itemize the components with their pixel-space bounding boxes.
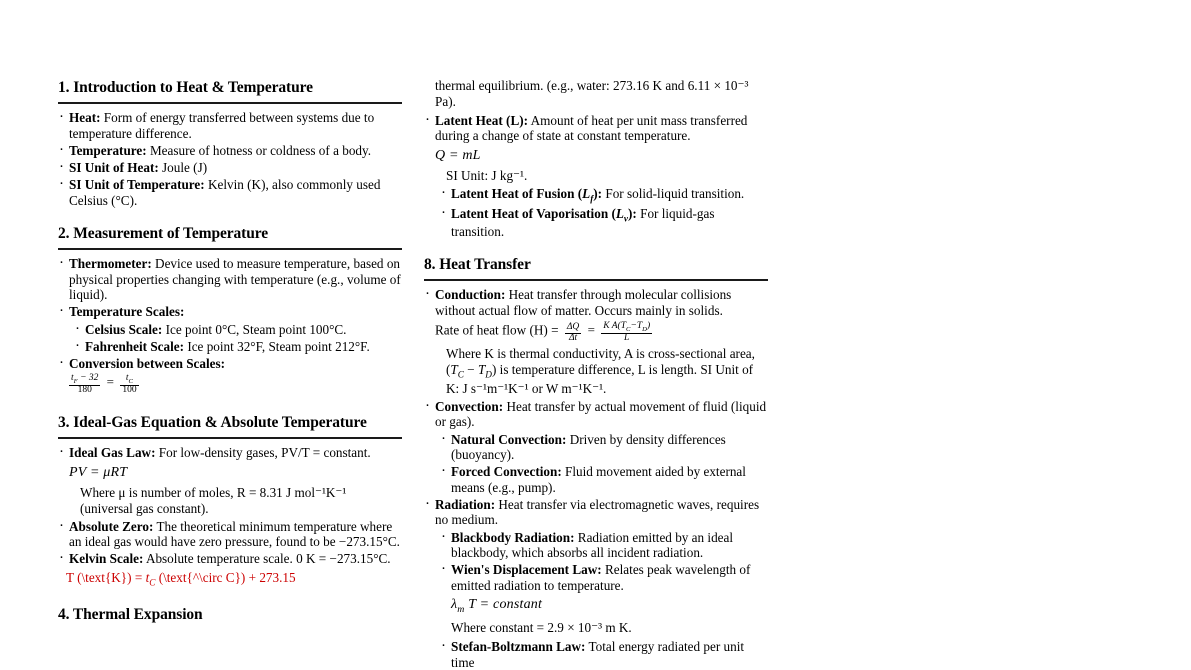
item-term: Latent Heat (L): xyxy=(435,112,529,128)
item-text: Form of energy transferred between systems due to temperature difference. xyxy=(69,110,375,141)
temperature-scales-sublist xyxy=(58,322,402,355)
heat-transfer-list xyxy=(424,287,768,318)
latex-render-error: T (\text{K}) = $t_C$ (\text{^\circ C}) + 273.15 xyxy=(66,569,296,588)
section-spacer xyxy=(58,210,402,224)
heading-rule xyxy=(58,248,402,250)
list-item xyxy=(74,339,402,355)
item-term: Forced Convection: xyxy=(451,464,562,480)
heading-rule xyxy=(424,279,768,281)
fraction-right xyxy=(120,374,138,396)
list-item xyxy=(74,322,402,338)
right-column xyxy=(424,78,768,670)
item-text: Heat transfer through molecular collisions without actual flow of matter. Occurs mainly in solids. xyxy=(435,287,732,319)
item-text: Total energy radiated per unit time xyxy=(451,638,745,670)
list-item xyxy=(440,206,768,240)
item-term: Latent Heat of Fusion $(L_f)$: xyxy=(451,185,603,204)
heading-rule xyxy=(58,102,402,104)
radiation-sublist xyxy=(424,530,768,594)
section-2-list xyxy=(58,256,402,371)
item-term: Latent Heat of Vaporisation $(L_v)$: xyxy=(451,205,637,224)
section-8 xyxy=(424,255,768,670)
list-item xyxy=(424,287,768,318)
continuation-paragraph: thermal equilibrium. (e.g., water: 273.16 K and 6.11 × 10⁻³ Pa). xyxy=(435,78,749,109)
list-item xyxy=(424,497,768,528)
convection-sublist xyxy=(424,432,768,496)
list-item xyxy=(440,530,768,561)
fraction-numerator: ΔQ xyxy=(566,321,580,332)
section-spacer xyxy=(58,591,402,605)
ideal-gas-where-note: Where μ is number of moles, R = 8.31 J mol⁻¹K⁻¹ (universal gas constant). xyxy=(80,484,347,516)
item-term: SI Unit of Heat: xyxy=(69,159,159,175)
fraction-denominator: Δt xyxy=(568,332,578,343)
list-item xyxy=(58,356,402,372)
wien-constant-note: Where constant = 2.9 × 10⁻³ m K. xyxy=(451,620,632,636)
section-2 xyxy=(58,224,402,396)
item-term: Radiation: xyxy=(435,496,496,512)
section-1-list xyxy=(58,110,402,208)
list-item xyxy=(58,143,402,159)
heading-rule xyxy=(58,437,402,439)
list-item xyxy=(440,562,768,593)
list-item xyxy=(440,639,768,670)
latent-heat-list xyxy=(424,113,768,144)
fraction-dq-dt xyxy=(565,323,581,344)
list-item xyxy=(424,399,768,430)
conduction-where-note: Where K is thermal conductivity, A is cross-sectional area, $(T_C - T_D)$ is temperature difference, L is length. SI Unit of K: J s⁻¹m⁻¹K⁻¹ or W m⁻¹K⁻¹. xyxy=(446,346,755,397)
item-term: Fahrenheit Scale: xyxy=(85,338,185,354)
section-heading: 4. Thermal Expansion xyxy=(58,605,203,623)
section-spacer xyxy=(58,399,402,413)
fraction-denominator: L xyxy=(624,332,630,343)
item-term: Wien's Displacement Law: xyxy=(451,562,602,578)
item-text: Measure of hotness or coldness of a body. xyxy=(149,142,372,158)
fraction-denominator: 100 xyxy=(122,385,137,396)
conduction-rate-label: Rate of heat flow (H) = xyxy=(435,322,559,338)
list-item xyxy=(58,519,402,550)
item-text: Joule (J) xyxy=(162,159,208,175)
item-text: The theoretical minimum temperature where an ideal gas would have zero pressure, found to be −273.15°C. xyxy=(69,518,400,550)
item-term: Ideal Gas Law: xyxy=(69,445,156,461)
item-text: Ice point 0°C, Steam point 100°C. xyxy=(165,321,347,337)
list-item xyxy=(58,445,402,461)
item-term: Heat: xyxy=(69,110,101,126)
section-heading: 2. Measurement of Temperature xyxy=(58,225,269,243)
latent-heat-formula: Q = mL xyxy=(435,147,481,163)
equals-sign: = xyxy=(587,321,595,337)
item-term: Conversion between Scales: xyxy=(69,355,226,371)
item-text: Device used to measure temperature, based on physical properties changing with temperature (e.g., volume of liquid). xyxy=(69,256,401,303)
list-item xyxy=(440,464,768,495)
fraction-numerator: $t_C$ xyxy=(120,374,138,386)
section-heading: 8. Heat Transfer xyxy=(424,256,531,274)
convection-list xyxy=(424,399,768,593)
latent-heat-si-unit: SI Unit: J kg⁻¹. xyxy=(446,167,528,183)
section-heading: 1. Introduction to Heat & Temperature xyxy=(58,79,313,96)
item-text: Ice point 32°F, Steam point 212°F. xyxy=(187,338,370,354)
list-item xyxy=(58,110,402,141)
fraction-left xyxy=(69,374,100,396)
section-heading: 3. Ideal-Gas Equation & Absolute Temperature xyxy=(58,414,367,432)
list-item xyxy=(58,256,402,303)
item-text: Radiation emitted by an ideal blackbody, which absorbs all incident radiation. xyxy=(451,529,734,561)
item-term: Natural Convection: xyxy=(451,431,567,447)
list-item xyxy=(440,186,768,205)
section-3-list-cont xyxy=(58,519,402,567)
item-text: Amount of heat per unit mass transferred during a change of state at constant temperature. xyxy=(435,112,748,144)
conversion-formula xyxy=(58,374,402,396)
item-term: Celsius Scale: xyxy=(85,321,163,337)
item-term: Temperature Scales: xyxy=(69,304,185,320)
section-spacer xyxy=(424,241,768,255)
fraction-denominator: 180 xyxy=(77,385,92,396)
wien-displacement-formula: $\lambda_m$ T = constant xyxy=(451,597,543,616)
fraction-conduction xyxy=(601,322,652,344)
item-term: Thermometer: xyxy=(69,256,152,272)
item-term: Absolute Zero: xyxy=(69,518,154,534)
item-text: Heat transfer via electromagnetic waves, requires no medium. xyxy=(435,496,760,528)
item-term: Blackbody Radiation: xyxy=(451,529,575,545)
section-1 xyxy=(58,78,402,208)
section-3-list xyxy=(58,445,402,461)
item-term: Convection: xyxy=(435,398,504,414)
item-text: Heat transfer by actual movement of fluid (liquid or gas). xyxy=(435,398,767,430)
fraction-numerator: K $A(T_C-T_D)$ xyxy=(603,320,651,333)
item-text: Driven by density differences (buoyancy). xyxy=(451,431,726,463)
list-item xyxy=(58,551,402,567)
list-item xyxy=(58,177,402,208)
item-text: Fluid movement aided by external means (e.g., pump). xyxy=(451,464,746,495)
list-item xyxy=(440,432,768,463)
item-term: Stefan-Boltzmann Law: xyxy=(451,638,586,654)
stefan-boltzmann-list xyxy=(424,639,768,670)
item-text: For liquid-gas transition. xyxy=(451,205,715,240)
fraction-numerator: $t_F - 32$ xyxy=(71,373,99,386)
conduction-rate-formula xyxy=(424,322,768,344)
section-3 xyxy=(58,413,402,588)
item-term: SI Unit of Temperature: xyxy=(69,176,205,192)
item-text: For low-density gases, PV/T = constant. xyxy=(158,445,371,461)
list-item xyxy=(424,113,768,144)
equals-sign: = xyxy=(106,374,115,390)
latent-heat-sublist xyxy=(424,186,768,240)
item-term: Kelvin Scale: xyxy=(69,551,144,567)
item-text: Kelvin (K), also commonly used Celsius (°C). xyxy=(69,176,381,208)
ideal-gas-law-formula: PV = μRT xyxy=(69,464,128,480)
list-item xyxy=(58,160,402,176)
item-text: Relates peak wavelength of emitted radiation to temperature. xyxy=(451,562,751,593)
left-column xyxy=(58,78,402,626)
item-text: Absolute temperature scale. 0 K = −273.15°C. xyxy=(145,551,391,567)
item-term: Conduction: xyxy=(435,287,506,303)
item-term: Temperature: xyxy=(69,142,147,158)
item-text: For solid-liquid transition. xyxy=(605,185,745,201)
list-item xyxy=(58,304,402,320)
section-4 xyxy=(58,605,402,625)
